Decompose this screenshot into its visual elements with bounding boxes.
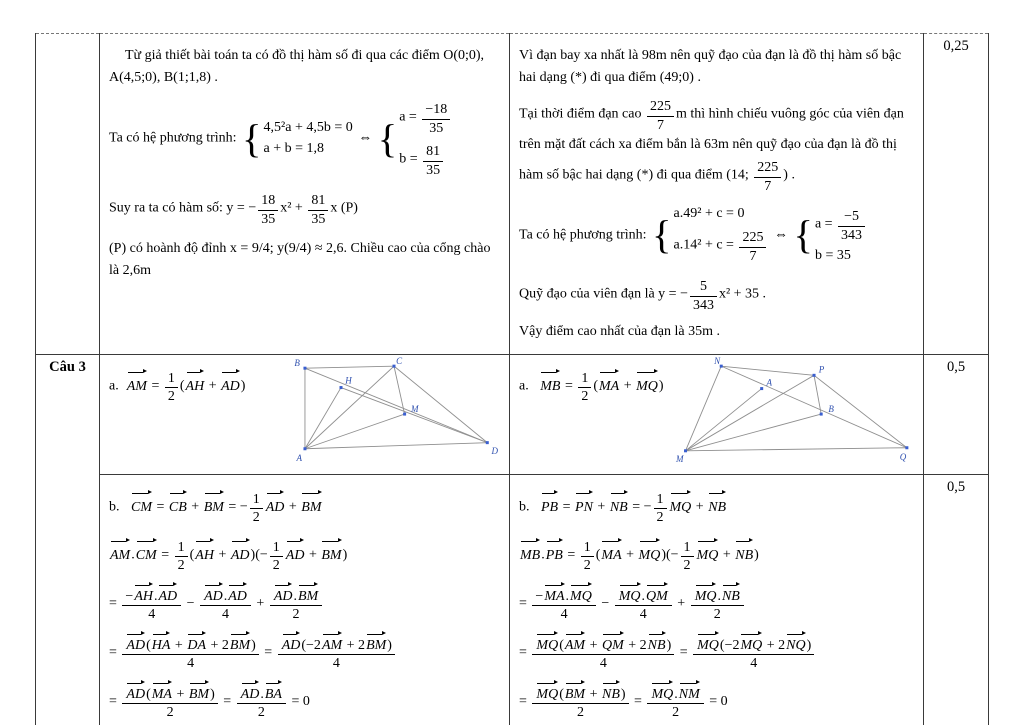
solution-cell-right-top <box>510 34 924 355</box>
math-line: = $\frac{AD(HA + DA + 2BM)}{4}$ = $\frac{AD(-2AM + 2BM)}{4}$ <box>109 633 500 673</box>
solution-conclusion: (P) có hoành độ đỉnh x = 9/4; y(9/4) ≈ 2,6. Chiều cao của cổng chào là 2,6m <box>109 241 491 279</box>
svg-text:Q: Q <box>899 451 907 462</box>
svg-text:B: B <box>828 403 834 414</box>
score-value: 0,25 <box>943 38 969 54</box>
svg-text:A: A <box>296 452 302 463</box>
solution-cell-left-top <box>100 34 510 355</box>
math-line: b. PB = PN + NB = − $\frac{1}{2}$ MQ + NB <box>519 488 914 527</box>
part-a-formula-right: a. MB = $\frac{1}{2}$ (MA + MQ) <box>519 359 664 406</box>
svg-text:C: C <box>396 356 403 367</box>
part-a-formula-left: a. AM = $\frac{1}{2}$ (AH + AD) <box>109 359 245 406</box>
row-previous-solution <box>36 34 989 355</box>
question-label-cell-empty <box>36 34 100 355</box>
part-a-cell-right <box>510 354 924 474</box>
score-cell <box>924 354 989 474</box>
solution-paragraph: Từ giả thiết bài toán ta có đồ thị hàm số đi qua các điểm O(0;0), A(4,5;0), B(1;1,8) . <box>109 48 485 85</box>
svg-text:D: D <box>491 445 499 456</box>
solution-equation-system: Ta có hệ phương trình: { a.49² + c = 0 a.14² + c = $\frac{225}{7}$ ⇔ { a = $\frac{-5}{343}$ b = 35 <box>519 205 914 265</box>
question-number: Câu 3 <box>49 358 86 375</box>
solution-paragraph: Vì đạn bay xa nhất là 98m nên quỹ đạo của đạn là đồ thị hàm số bậc hai dạng (*) đi qua điểm (49;0) . <box>519 48 902 85</box>
math-line: = $\frac{AD(MA + BM)}{2}$ = $\frac{AD.BA}{2}$ = 0 <box>109 682 500 722</box>
svg-text:B: B <box>294 358 300 369</box>
score-cell <box>924 474 989 725</box>
svg-text:N: N <box>714 356 721 367</box>
part-b-cell-left <box>100 474 510 725</box>
math-line: = $\frac{-AH.AD}{4}$ − $\frac{AD.AD}{4}$ + $\frac{AD.BM}{2}$ <box>109 584 500 624</box>
math-line: = $\frac{MQ(BM + NB)}{2}$ = $\frac{MQ.NM}{2}$ = 0 <box>519 682 914 722</box>
geometry-diagram-mnpq <box>676 356 914 464</box>
math-derivation-right <box>519 488 914 722</box>
solution-equation-system: Ta có hệ phương trình: { 4,5²a + 4,5b = 0 a + b = 1,8 ⇔ { a = $\frac{-18}{35}$ b = $\frac{81}{35}$ <box>109 98 500 179</box>
row-question3-part-a <box>36 354 989 474</box>
solution-function: Quỹ đạo của viên đạn là y = − $\frac{5}{343}$ x² + 35 . <box>519 275 914 314</box>
solution-conclusion: Vậy điểm cao nhất của đạn là 35m . <box>519 324 720 340</box>
math-line: b. CM = CB + BM = − $\frac{1}{2}$ AD + BM <box>109 488 500 527</box>
math-derivation-left <box>109 488 500 722</box>
svg-text:A: A <box>766 377 772 388</box>
row-question3-part-b <box>36 474 989 725</box>
solution-paragraph: Tại thời điểm đạn cao $\frac{225}{7}$ m thì hình chiếu vuông góc của viên đạn trên mặt đất cách xa điểm bắn là 63m nên quỹ đạo của đạn là đồ thị hàm số bậc hai dạng (*) đi qua điểm (14; $\frac{225}{7}$ ) . <box>519 95 914 195</box>
math-line: = $\frac{MQ(AM + QM + 2NB)}{4}$ = $\frac{MQ(-2MQ + 2NQ)}{4}$ <box>519 633 914 673</box>
part-b-cell-right <box>510 474 924 725</box>
svg-text:M: M <box>410 403 419 414</box>
svg-text:P: P <box>818 364 825 375</box>
svg-text:M: M <box>676 453 684 464</box>
svg-text:H: H <box>345 375 352 386</box>
math-line: MB.PB = $\frac{1}{2}$ (MA + MQ)(− $\frac{1}{2}$ MQ + NB) <box>519 536 914 575</box>
answer-key-table <box>35 33 989 725</box>
score-value: 0,5 <box>946 358 966 375</box>
score-value: 0,5 <box>946 478 966 495</box>
score-cell <box>924 34 989 355</box>
question3-label-cell <box>36 354 100 725</box>
math-line: = $\frac{-MA.MQ}{4}$ − $\frac{MQ.QM}{4}$ + $\frac{MQ.NB}{2}$ <box>519 584 914 624</box>
part-a-cell-left <box>100 354 510 474</box>
solution-function: Suy ra ta có hàm số: y = − $\frac{18}{35}$ x² + $\frac{81}{35}$ x (P) <box>109 189 500 228</box>
geometry-diagram-abcd <box>288 356 500 463</box>
math-line: AM.CM = $\frac{1}{2}$ (AH + AD)(− $\frac{1}{2}$ AD + BM) <box>109 536 500 575</box>
